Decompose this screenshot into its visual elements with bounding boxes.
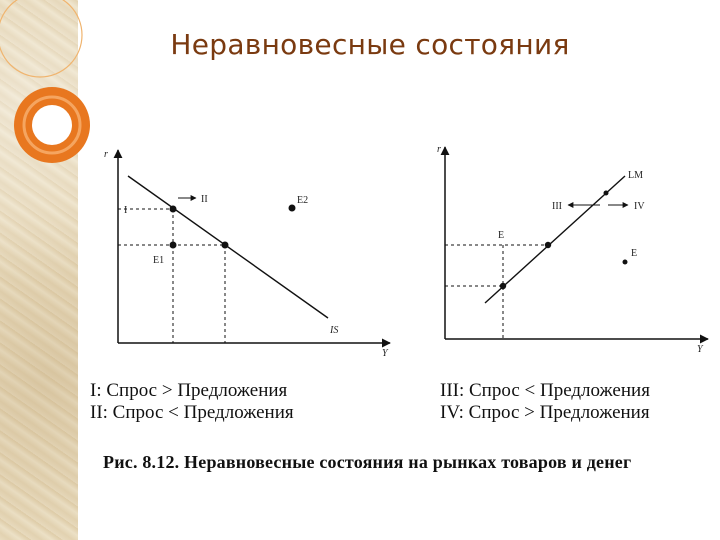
point-e-right [623,260,628,265]
e2-label: E2 [297,195,309,206]
figure-caption: Рис. 8.12. Неравновесные состояния на рынках товаров и денег [103,452,632,472]
region-iv-label: IV [634,201,645,212]
right-graph [437,144,708,355]
legend-left-line-1: I: Спрос > Предложения [90,380,288,401]
page-title: Неравновесные состояния [170,28,570,61]
right-y-label: r [437,144,441,155]
legend-right-line-2: IV: Спрос > Предложения [440,402,650,423]
point-e1 [170,242,177,249]
region-ii-label: II [201,194,208,205]
e2-right-label: E [631,248,638,259]
point-on-is [222,242,229,249]
point-upper-lm [604,191,609,196]
e1-label: E1 [153,255,165,266]
legend-right-line-1: III: Спрос < Предложения [440,380,650,401]
is-label: IS [330,325,339,336]
left-x-label: Y [382,348,388,359]
point-on-lm [545,242,551,248]
point-e2 [289,205,296,212]
point-i [170,206,177,213]
right-x-label: Y [697,344,703,355]
lm-curve [485,176,625,303]
legend-left [90,380,294,424]
region-i-label: I [124,205,128,216]
left-guides [118,209,225,343]
left-y-label: r [104,149,108,160]
point-lower-lm [500,283,506,289]
legend-left-line-2: II: Спрос < Предложения [90,402,294,423]
e-label: E [498,230,505,241]
legend-right [440,380,650,424]
left-graph [104,149,390,359]
lm-label: LM [628,170,643,181]
region-iii-label: III [552,201,562,212]
